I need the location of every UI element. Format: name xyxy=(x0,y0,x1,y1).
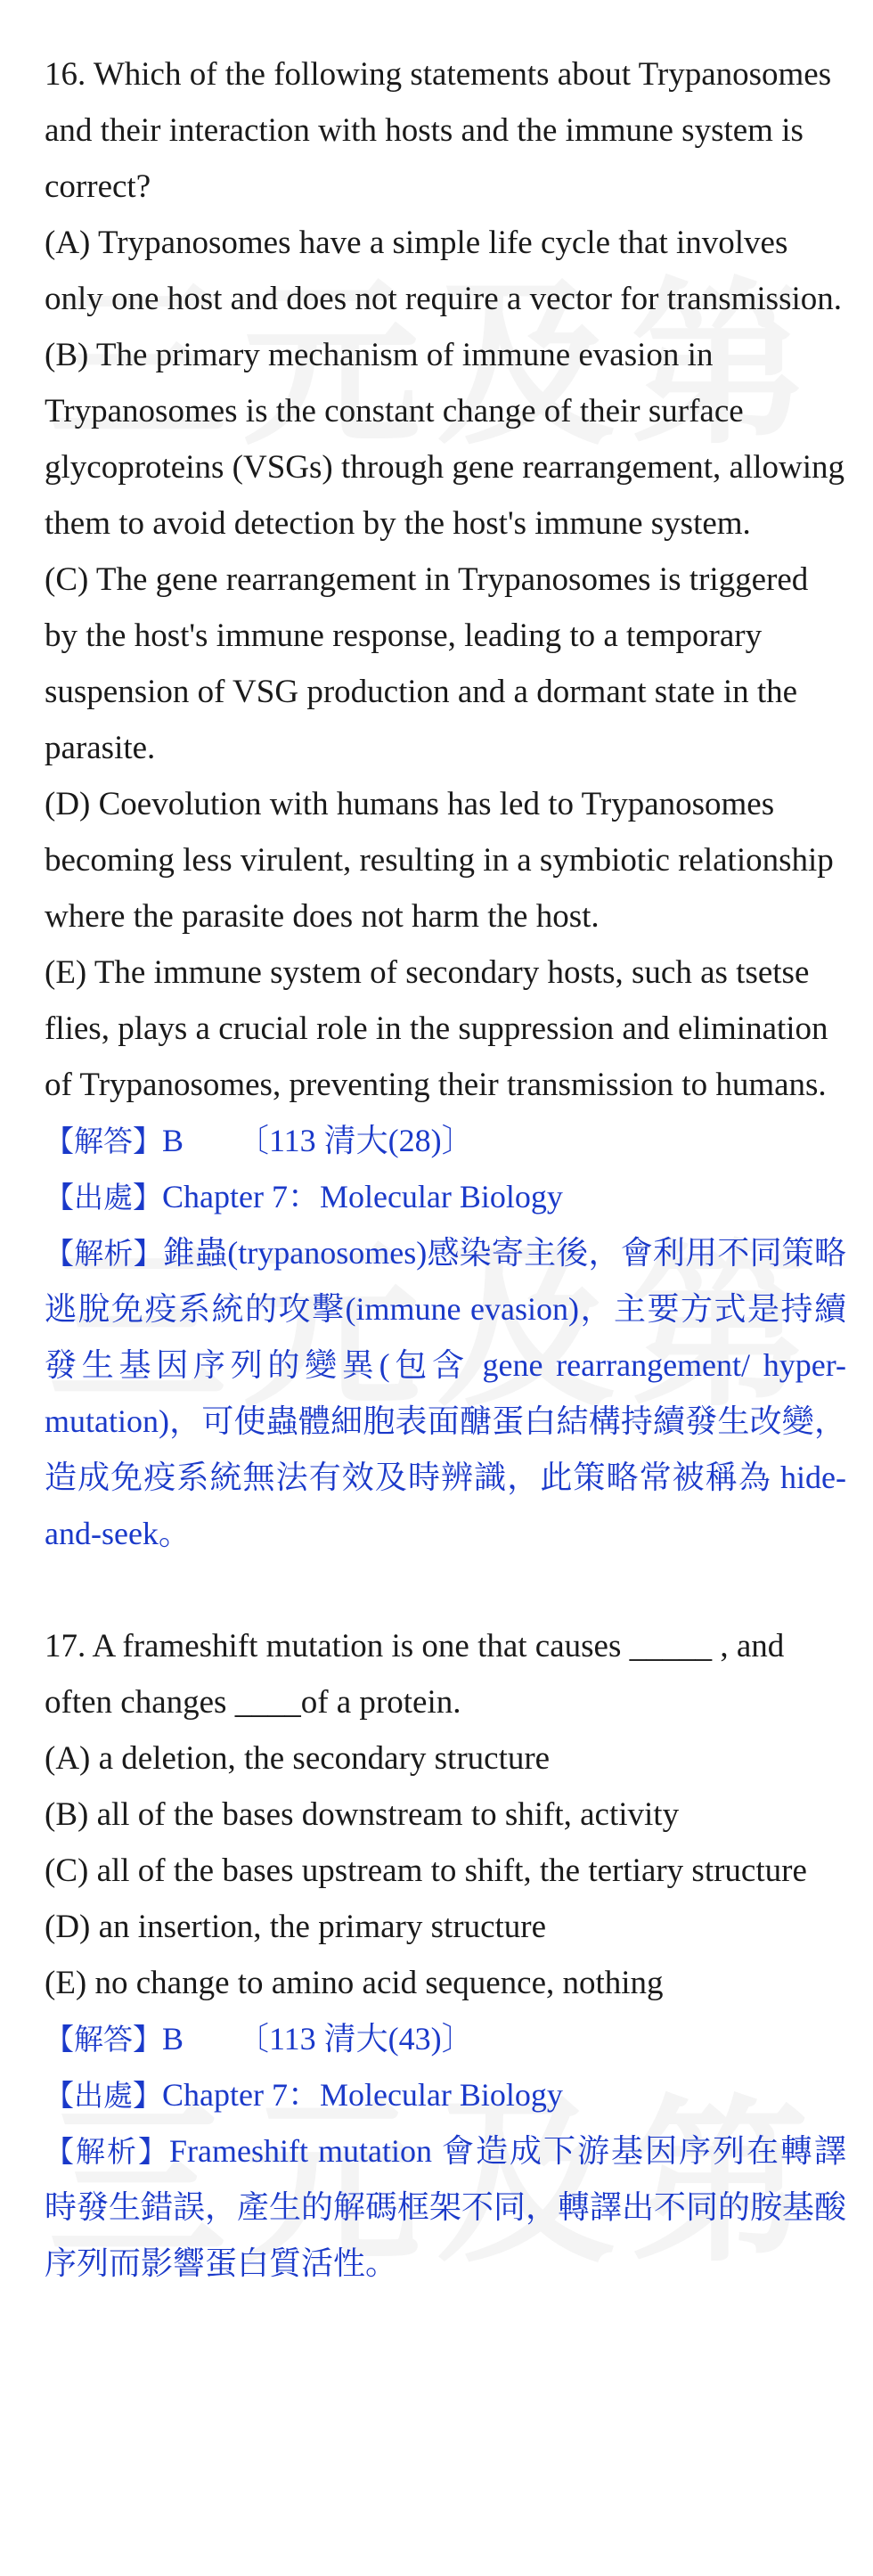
source-line xyxy=(45,1169,846,1225)
option-e: (E) The immune system of secondary hosts, such as tsetse flies, plays a crucial role in the suppression and elimination of Trypanosomes, preventing their transmission to humans. xyxy=(45,954,828,1103)
option-b: (B) The primary mechanism of immune evasion in Trypanosomes is the constant change of their surface glycoproteins (VSGs) through gene rearrangement, allowing them to avoid detection by the host's immune system. xyxy=(45,337,845,542)
source-label: 【出處】 xyxy=(45,2078,162,2113)
explanation xyxy=(45,2123,846,2292)
source-line xyxy=(45,2067,846,2123)
question-16 xyxy=(45,46,846,1562)
explanation-text: Frameshift mutation 會造成下游基因序列在轉譯時發生錯誤，產生的解碼框架不同，轉譯出不同的胺基酸序列而影響蛋白質活性。 xyxy=(45,2133,847,2281)
option-d: (D) an insertion, the primary structure xyxy=(45,1909,547,1945)
option-c: (C) The gene rearrangement in Trypanosomes is triggered by the host's immune response, leading to a temporary suspension of VSG production and a dormant state in the parasite. xyxy=(45,561,809,766)
explanation-label: 【解析】 xyxy=(45,2134,170,2169)
answer-reference: 〔113 清大(43)〕 xyxy=(237,2021,474,2057)
answer-label: 【解答】 xyxy=(45,2022,162,2057)
question-17 xyxy=(45,1618,846,2292)
explanation-label: 【解析】 xyxy=(45,1236,163,1271)
answer-line xyxy=(45,1113,846,1169)
option-e: (E) no change to amino acid sequence, nothing xyxy=(45,1965,664,2001)
question-list xyxy=(45,46,846,2292)
answer-line xyxy=(45,2011,846,2067)
option-a: (A) Trypanosomes have a simple life cycle that involves only one host and does not require a vector for transmission. xyxy=(45,225,842,317)
explanation xyxy=(45,1225,846,1562)
question-stem: 17. A frameshift mutation is one that causes _____ , and often changes ____of a protein. xyxy=(45,1628,785,1721)
source-label: 【出處】 xyxy=(45,1180,162,1214)
explanation-text: 錐蟲(trypanosomes)感染寄主後，會利用不同策略逃脫免疫系統的攻擊(immune evasion)，主要方式是持續發生基因序列的變異(包含 gene rearrangement/ hyper-mutation)，可使蟲體細胞表面醣蛋白結構持續發生改變，造成免疫系統無法有效及時辨識，此策略常被稱為 hide-and-seek。 xyxy=(45,1235,846,1551)
option-c: (C) all of the bases upstream to shift, the tertiary structure xyxy=(45,1852,807,1889)
question-stem: 16. Which of the following statements about Trypanosomes and their interaction with hosts and the immune system is correct? xyxy=(45,56,832,205)
answer-reference: 〔113 清大(28)〕 xyxy=(237,1123,474,1158)
answer-value: B xyxy=(162,2021,184,2057)
source-value: Chapter 7：Molecular Biology xyxy=(162,1179,563,1214)
option-a: (A) a deletion, the secondary structure xyxy=(45,1740,551,1777)
answer-label: 【解答】 xyxy=(45,1124,162,1158)
option-b: (B) all of the bases downstream to shift, activity xyxy=(45,1796,680,1833)
option-d: (D) Coevolution with humans has led to Trypanosomes becoming less virulent, resulting in a symbiotic relationship where the parasite does not harm the host. xyxy=(45,786,834,935)
answer-value: B xyxy=(162,1123,184,1158)
source-value: Chapter 7：Molecular Biology xyxy=(162,2077,563,2113)
